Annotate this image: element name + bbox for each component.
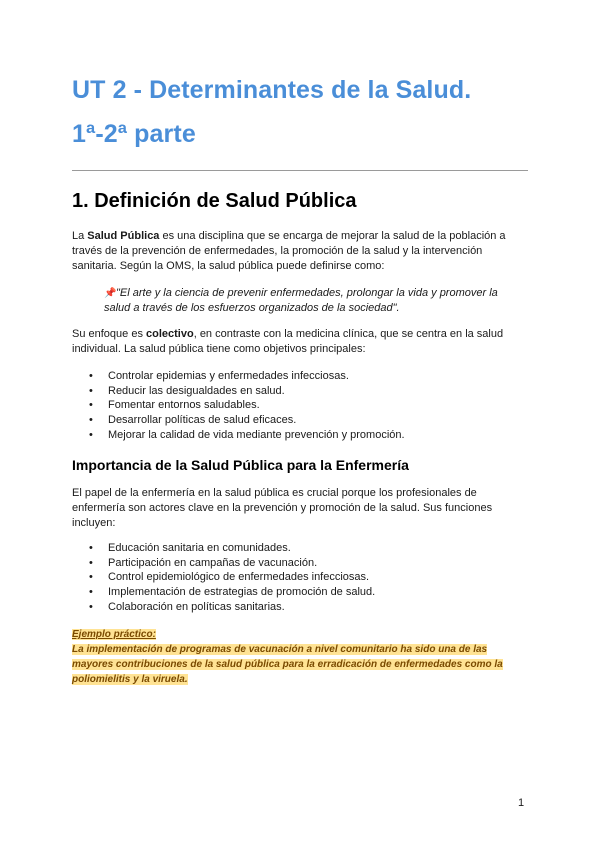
page-number: 1 bbox=[518, 797, 525, 809]
list-item: • Desarrollar políticas de salud eficaces. bbox=[72, 413, 405, 428]
intro-text-post: es una disciplina que se encarga de mejorar la salud de la población a través de la prevención de enfermedades, la promoción de la salud y la intervención sanitaria. Según la OMS, la salud pública puede definirse como: bbox=[72, 230, 506, 272]
example-label: Ejemplo práctico: bbox=[72, 629, 156, 640]
list-item: • Colaboración en políticas sanitarias. bbox=[72, 600, 375, 615]
focus-text-post: , en contraste con la medicina clínica, que se centra en la salud individual. La salud pública tiene como objetivos principales: bbox=[72, 328, 504, 355]
quote-text: "El arte y la ciencia de prevenir enfermedades, prolongar la vida y promover la salud a través de los esfuerzos organizados de la sociedad". bbox=[104, 287, 498, 314]
intro-bold-term: Salud Pública bbox=[87, 230, 160, 242]
list-item: • Participación en campañas de vacunación. bbox=[72, 556, 375, 571]
focus-text-pre: Su enfoque es bbox=[72, 328, 147, 340]
functions-list bbox=[72, 541, 375, 615]
practical-example bbox=[72, 627, 528, 687]
intro-paragraph bbox=[72, 229, 528, 274]
definition-quote bbox=[104, 286, 524, 316]
subsection-heading: Importancia de la Salud Pública para la Enfermería bbox=[72, 457, 409, 473]
section-heading: 1. Definición de Salud Pública bbox=[72, 190, 357, 212]
intro-text-pre: La bbox=[72, 230, 88, 242]
pushpin-icon: 📌 bbox=[104, 288, 117, 299]
list-item: • Fomentar entornos saludables. bbox=[72, 398, 405, 413]
objectives-list bbox=[72, 369, 405, 443]
nursing-paragraph: El papel de la enfermería en la salud pública es crucial porque los profesionales de enfermería son actores clave en la prevención y promoción de la salud. Sus funciones incluyen: bbox=[72, 487, 493, 529]
focus-paragraph bbox=[72, 327, 528, 357]
title-divider bbox=[72, 170, 528, 171]
list-item: • Educación sanitaria en comunidades. bbox=[72, 541, 375, 556]
document-title: UT 2 - Determinantes de la Salud. bbox=[72, 76, 472, 104]
focus-bold-term: colectivo bbox=[146, 328, 194, 340]
list-item: • Control epidemiológico de enfermedades infecciosas. bbox=[72, 570, 375, 585]
list-item: • Implementación de estrategias de promoción de salud. bbox=[72, 585, 375, 600]
example-text: La implementación de programas de vacunación a nivel comunitario ha sido una de las mayores contribuciones de la salud pública para la erradicación de enfermedades como la poliomielitis y la viruela. bbox=[72, 644, 503, 685]
list-item: • Controlar epidemias y enfermedades infecciosas. bbox=[72, 369, 405, 384]
list-item: • Mejorar la calidad de vida mediante prevención y promoción. bbox=[72, 428, 405, 443]
document-subtitle: 1ª-2ª parte bbox=[72, 120, 196, 148]
list-item: • Reducir las desigualdades en salud. bbox=[72, 384, 405, 399]
